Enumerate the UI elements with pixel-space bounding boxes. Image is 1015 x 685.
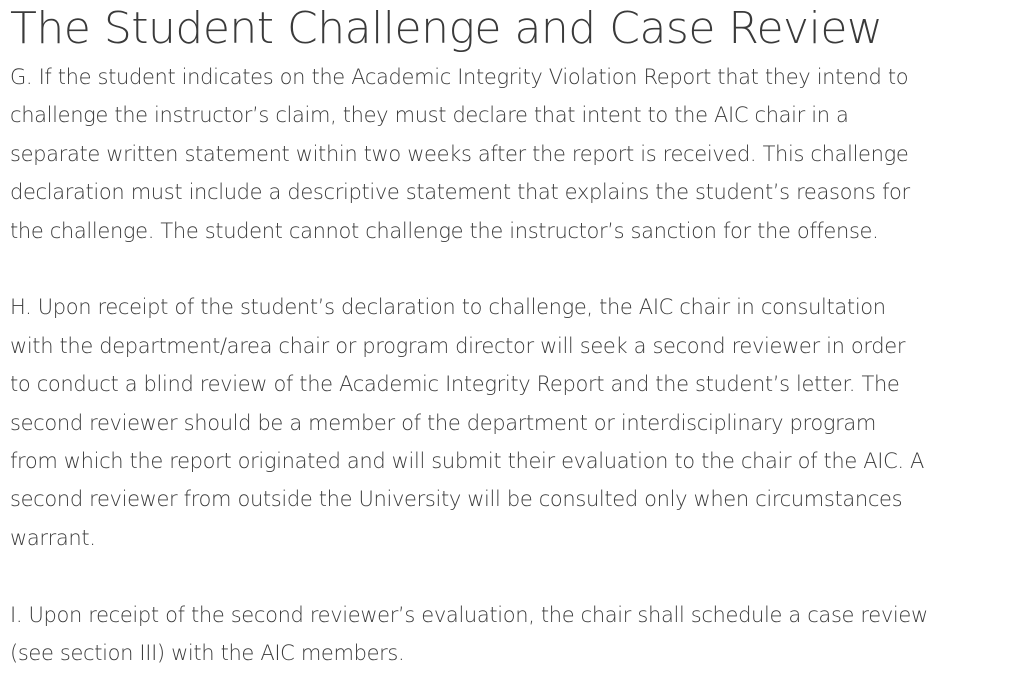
paragraph-spacer [10, 250, 1008, 288]
paragraph-line: (see section III) with the AIC members. [10, 641, 405, 666]
paragraph-spacer [10, 557, 1008, 595]
document-page [10, 0, 1008, 672]
paragraph-line: I. Upon receipt of the second reviewer’s evaluation, the chair shall schedule a case review [10, 602, 928, 627]
paragraph-g [10, 58, 1008, 250]
paragraph-line: challenge the instructor’s claim, they must declare that intent to the AIC chair in a [10, 103, 849, 128]
paragraph-h [10, 288, 1008, 557]
paragraph-line: the challenge. The student cannot challenge the instructor’s sanction for the offense. [10, 218, 879, 243]
paragraph-line: warrant. [10, 525, 96, 550]
paragraph-line: from which the report originated and will submit their evaluation to the chair of the AIC. A [10, 449, 925, 474]
paragraph-line: G. If the student indicates on the Academic Integrity Violation Report that they intend to [10, 65, 909, 89]
paragraph-line: to conduct a blind review of the Academic Integrity Report and the student’s letter. The [10, 372, 900, 397]
paragraph-line: H. Upon receipt of the student’s declaration to challenge, the AIC chair in consultation [10, 295, 886, 320]
paragraph-line: with the department/area chair or program director will seek a second reviewer in order [10, 333, 906, 358]
paragraph-line: second reviewer should be a member of the department or interdisciplinary program [10, 410, 877, 435]
paragraph-line: separate written statement within two weeks after the report is received. This challenge [10, 141, 909, 166]
paragraph-line: second reviewer from outside the University will be consulted only when circumstances [10, 487, 903, 512]
paragraph-i [10, 596, 1008, 673]
paragraph-line: declaration must include a descriptive statement that explains the student’s reasons for [10, 180, 910, 205]
page-title: The Student Challenge and Case Review [10, 3, 883, 54]
